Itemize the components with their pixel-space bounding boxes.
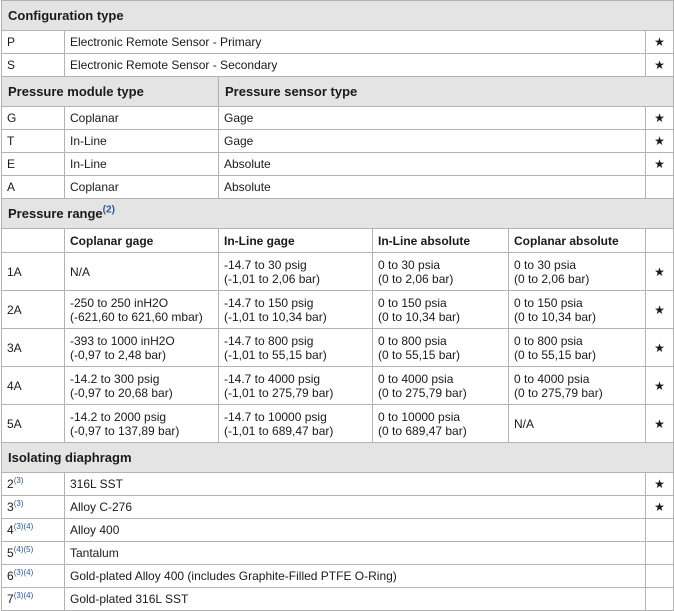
- range-cell: [509, 405, 646, 443]
- range-value: -14.2 to 2000 psig: [70, 409, 167, 424]
- range-rows: [2, 253, 674, 443]
- footnote-ref: (3)(4): [13, 568, 34, 577]
- option-code-cell: [2, 588, 65, 611]
- column-header: In-Line gage: [219, 229, 373, 253]
- table-row: [2, 405, 674, 443]
- option-description: Electronic Remote Sensor - Primary: [65, 31, 646, 54]
- option-description: 316L SST: [65, 473, 646, 496]
- option-code: A: [2, 176, 65, 199]
- range-value: 0 to 30 psia: [514, 257, 577, 272]
- range-cell: [65, 291, 219, 329]
- range-cell: [509, 329, 646, 367]
- table-row: [2, 130, 674, 153]
- range-value: -14.7 to 4000 psig: [224, 371, 321, 386]
- empty-header-cell: [2, 229, 65, 253]
- star-icon: ★: [646, 405, 674, 443]
- footnote-ref: (3): [13, 499, 24, 508]
- range-value: 0 to 800 psia: [514, 333, 583, 348]
- option-code: 3A: [2, 329, 65, 367]
- option-code: S: [2, 54, 65, 77]
- config-title: Configuration type: [2, 1, 674, 31]
- range-value-metric: (-1,01 to 10,34 bar): [224, 309, 327, 324]
- diaphragm-section-header: [2, 443, 674, 473]
- table-row: [2, 253, 674, 291]
- table-row: [2, 496, 674, 519]
- option-code: 7: [7, 592, 14, 606]
- table-row: [2, 329, 674, 367]
- range-value-metric: (0 to 2,06 bar): [378, 271, 454, 286]
- option-code: 5A: [2, 405, 65, 443]
- option-code: 4: [7, 523, 14, 537]
- option-code-cell: [2, 519, 65, 542]
- module-title: Pressure module type: [2, 77, 219, 107]
- star-icon: ★: [646, 153, 674, 176]
- option-code-cell: [2, 496, 65, 519]
- star-icon: ★: [646, 31, 674, 54]
- star-icon: ★: [646, 291, 674, 329]
- range-value-metric: (-1,01 to 2,06 bar): [224, 271, 321, 286]
- range-value: N/A: [70, 264, 91, 279]
- range-value: N/A: [514, 416, 535, 431]
- empty-header-cell: [646, 229, 674, 253]
- range-value: -14.7 to 800 psig: [224, 333, 314, 348]
- module-type: Coplanar: [65, 176, 219, 199]
- option-code-cell: [2, 565, 65, 588]
- option-description: Alloy C-276: [65, 496, 646, 519]
- range-value: 0 to 4000 psia: [514, 371, 590, 386]
- option-code: 6: [7, 569, 14, 583]
- option-code: 3: [7, 500, 14, 514]
- range-cell: [219, 405, 373, 443]
- table-row: [2, 588, 674, 611]
- ordering-table: [1, 0, 674, 611]
- range-cell: [509, 367, 646, 405]
- option-description: Tantalum: [65, 542, 646, 565]
- option-code-cell: [2, 473, 65, 496]
- star-icon: [646, 519, 674, 542]
- star-icon: ★: [646, 496, 674, 519]
- range-cell: [219, 253, 373, 291]
- star-icon: [646, 542, 674, 565]
- module-type: In-Line: [65, 130, 219, 153]
- range-title: [2, 199, 674, 229]
- diaphragm-rows: [2, 473, 674, 611]
- table-row: [2, 153, 674, 176]
- range-value: 0 to 150 psia: [378, 295, 447, 310]
- range-value-metric: (0 to 275,79 bar): [378, 385, 467, 400]
- range-value-metric: (-1,01 to 689,47 bar): [224, 423, 334, 438]
- table-row: [2, 519, 674, 542]
- option-code: 2A: [2, 291, 65, 329]
- range-cell: [65, 329, 219, 367]
- module-section-header: [2, 77, 674, 107]
- option-code: T: [2, 130, 65, 153]
- range-title-text: Pressure range: [8, 205, 103, 221]
- range-value: 0 to 800 psia: [378, 333, 447, 348]
- range-value: -250 to 250 inH2O: [70, 295, 169, 310]
- range-section-header: [2, 199, 674, 229]
- star-icon: ★: [646, 253, 674, 291]
- star-icon: ★: [646, 473, 674, 496]
- sensor-type: Gage: [219, 130, 646, 153]
- range-cell: [373, 291, 509, 329]
- range-cell: [509, 291, 646, 329]
- range-value: -14.7 to 150 psig: [224, 295, 314, 310]
- sensor-title: Pressure sensor type: [219, 77, 674, 107]
- star-icon: ★: [646, 329, 674, 367]
- range-value-metric: (-0,97 to 137,89 bar): [70, 423, 180, 438]
- option-description: Electronic Remote Sensor - Secondary: [65, 54, 646, 77]
- table-row: [2, 54, 674, 77]
- option-code: G: [2, 107, 65, 130]
- range-value: -393 to 1000 inH2O: [70, 333, 175, 348]
- range-value-metric: (0 to 2,06 bar): [514, 271, 590, 286]
- range-cell: [509, 253, 646, 291]
- option-description: Gold-plated Alloy 400 (includes Graphite-Filled PTFE O-Ring): [65, 565, 646, 588]
- star-icon: ★: [646, 367, 674, 405]
- option-code: 5: [7, 546, 14, 560]
- range-value-metric: (0 to 275,79 bar): [514, 385, 603, 400]
- column-header: In-Line absolute: [373, 229, 509, 253]
- range-cell: [373, 405, 509, 443]
- range-column-headers: [2, 229, 674, 253]
- range-value-metric: (0 to 55,15 bar): [378, 347, 461, 362]
- range-value-metric: (0 to 10,34 bar): [514, 309, 597, 324]
- range-cell: [373, 329, 509, 367]
- module-type: In-Line: [65, 153, 219, 176]
- table-row: [2, 291, 674, 329]
- star-icon: ★: [646, 54, 674, 77]
- range-value: 0 to 10000 psia: [378, 409, 461, 424]
- star-icon: [646, 588, 674, 611]
- range-value-metric: (0 to 10,34 bar): [378, 309, 461, 324]
- diaphragm-title: Isolating diaphragm: [2, 443, 674, 473]
- sensor-type: Gage: [219, 107, 646, 130]
- sensor-type: Absolute: [219, 176, 646, 199]
- range-value: -14.7 to 10000 psig: [224, 409, 327, 424]
- range-value: 0 to 150 psia: [514, 295, 583, 310]
- range-value-metric: (-621,60 to 621,60 mbar): [70, 309, 203, 324]
- module-type: Coplanar: [65, 107, 219, 130]
- option-code: E: [2, 153, 65, 176]
- footnote-ref: (4)(5): [13, 545, 34, 554]
- range-cell: [373, 367, 509, 405]
- star-icon: ★: [646, 130, 674, 153]
- range-value-metric: (0 to 55,15 bar): [514, 347, 597, 362]
- range-cell: [65, 253, 219, 291]
- sensor-type: Absolute: [219, 153, 646, 176]
- range-cell: [373, 253, 509, 291]
- config-section-header: [2, 1, 674, 31]
- option-code: P: [2, 31, 65, 54]
- option-code: 4A: [2, 367, 65, 405]
- range-value-metric: (-0,97 to 20,68 bar): [70, 385, 173, 400]
- star-icon: [646, 176, 674, 199]
- option-code: 1A: [2, 253, 65, 291]
- option-code-cell: [2, 542, 65, 565]
- range-cell: [219, 367, 373, 405]
- column-header: Coplanar absolute: [509, 229, 646, 253]
- range-value: 0 to 30 psia: [378, 257, 441, 272]
- option-code: 2: [7, 477, 14, 491]
- table-row: [2, 31, 674, 54]
- table-row: [2, 542, 674, 565]
- range-value: -14.2 to 300 psig: [70, 371, 160, 386]
- footnote-ref: (3)(4): [13, 522, 34, 531]
- table-row: [2, 176, 674, 199]
- option-description: Alloy 400: [65, 519, 646, 542]
- table-row: [2, 473, 674, 496]
- range-cell: [65, 405, 219, 443]
- range-cell: [219, 329, 373, 367]
- column-header: Coplanar gage: [65, 229, 219, 253]
- range-value: 0 to 4000 psia: [378, 371, 454, 386]
- star-icon: [646, 565, 674, 588]
- star-icon: ★: [646, 107, 674, 130]
- footnote-ref: (3)(4): [13, 591, 34, 600]
- range-value-metric: (0 to 689,47 bar): [378, 423, 467, 438]
- footnote-ref: (2): [102, 204, 115, 216]
- range-value-metric: (-1,01 to 275,79 bar): [224, 385, 334, 400]
- footnote-ref: (3): [13, 476, 24, 485]
- table-row: [2, 367, 674, 405]
- range-cell: [219, 291, 373, 329]
- range-value-metric: (-0,97 to 2,48 bar): [70, 347, 167, 362]
- table-row: [2, 565, 674, 588]
- option-description: Gold-plated 316L SST: [65, 588, 646, 611]
- range-cell: [65, 367, 219, 405]
- table-row: [2, 107, 674, 130]
- range-value-metric: (-1,01 to 55,15 bar): [224, 347, 327, 362]
- range-value: -14.7 to 30 psig: [224, 257, 307, 272]
